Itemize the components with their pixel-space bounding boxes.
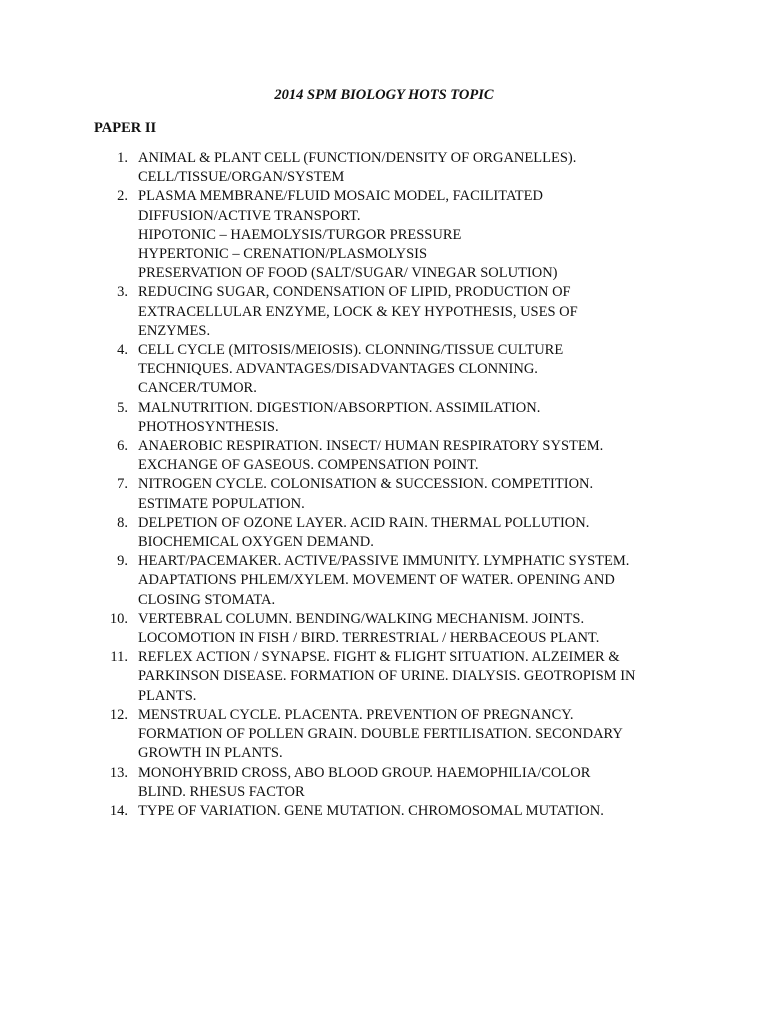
- list-item: [0, 648, 768, 706]
- list-item-line: TECHNIQUES. ADVANTAGES/DISADVANTAGES CLONNING.: [138, 361, 538, 378]
- list-item-text: [138, 437, 698, 475]
- list-item-line: BIOCHEMICAL OXYGEN DEMAND.: [138, 534, 374, 551]
- list-item-line: ANIMAL & PLANT CELL (FUNCTION/DENSITY OF ORGANELLES).: [138, 150, 577, 166]
- list-item-text: [138, 648, 698, 706]
- topic-list: [0, 149, 768, 821]
- list-item: [0, 764, 768, 802]
- list-item: [0, 187, 768, 283]
- list-item: [0, 475, 768, 513]
- list-item-line: MENSTRUAL CYCLE. PLACENTA. PREVENTION OF PREGNANCY.: [138, 706, 574, 723]
- list-item: [0, 514, 768, 552]
- list-item-number: 5.: [117, 399, 128, 416]
- list-item-line: PHOTHOSYNTHESIS.: [138, 418, 279, 435]
- list-item-line: CELL CYCLE (MITOSIS/MEIOSIS). CLONNING/TISSUE CULTURE: [138, 342, 564, 359]
- list-item: [0, 706, 768, 764]
- list-item-line: NITROGEN CYCLE. COLONISATION & SUCCESSION. COMPETITION.: [138, 476, 594, 493]
- list-item-number: 11.: [110, 649, 128, 666]
- list-item-number: 4.: [117, 342, 128, 359]
- list-item-line: ENZYMES.: [138, 322, 211, 339]
- list-item-line: EXTRACELLULAR ENZYME, LOCK & KEY HYPOTHESIS, USES OF: [138, 303, 578, 320]
- list-item-line: ANAEROBIC RESPIRATION. INSECT/ HUMAN RESPIRATORY SYSTEM.: [138, 438, 604, 455]
- list-item: [0, 802, 768, 821]
- list-item-line: LOCOMOTION IN FISH / BIRD. TERRESTRIAL / HERBACEOUS PLANT.: [138, 630, 600, 647]
- list-item-text: [138, 475, 698, 513]
- list-item-line: VERTEBRAL COLUMN. BENDING/WALKING MECHANISM. JOINTS.: [138, 610, 585, 627]
- list-item-text: [138, 552, 698, 610]
- list-item-text: [138, 802, 698, 821]
- list-item-line: PLASMA MEMBRANE/FLUID MOSAIC MODEL, FACILITATED: [138, 188, 543, 205]
- list-item: [0, 341, 768, 399]
- list-item-text: [138, 149, 698, 187]
- list-item-number: 6.: [117, 438, 128, 455]
- list-item-number: 12.: [109, 706, 128, 723]
- list-item-line: CELL/TISSUE/ORGAN/SYSTEM: [138, 169, 345, 186]
- list-item-line: PRESERVATION OF FOOD (SALT/SUGAR/ VINEGAR SOLUTION): [138, 265, 558, 282]
- list-item-line: BLIND. RHESUS FACTOR: [138, 783, 305, 800]
- list-item-line: MALNUTRITION. DIGESTION/ABSORPTION. ASSIMILATION.: [138, 399, 541, 416]
- list-item-number: 9.: [117, 553, 128, 570]
- list-item-text: [138, 283, 698, 341]
- list-item-line: MONOHYBRID CROSS, ABO BLOOD GROUP. HAEMOPHILIA/COLOR: [138, 764, 591, 781]
- list-item-text: [138, 399, 698, 437]
- list-item-number: 1.: [117, 150, 128, 166]
- list-item-line: DIFFUSION/ACTIVE TRANSPORT.: [138, 207, 361, 224]
- list-item-line: CANCER/TUMOR.: [138, 380, 257, 397]
- list-item-line: PLANTS.: [138, 687, 197, 704]
- list-item: [0, 552, 768, 610]
- list-item: [0, 283, 768, 341]
- list-item-text: [138, 764, 698, 802]
- list-item-line: CLOSING STOMATA.: [138, 591, 276, 608]
- list-item-text: [138, 706, 698, 764]
- list-item-text: [138, 514, 698, 552]
- list-item: [0, 437, 768, 475]
- list-item-number: 14.: [109, 802, 128, 819]
- list-item-text: [138, 341, 698, 399]
- list-item-line: HEART/PACEMAKER. ACTIVE/PASSIVE IMMUNITY. LYMPHATIC SYSTEM.: [138, 553, 630, 570]
- list-item-line: FORMATION OF POLLEN GRAIN. DOUBLE FERTILISATION. SECONDARY: [138, 726, 623, 743]
- list-item: [0, 610, 768, 648]
- list-item-number: 3.: [117, 284, 128, 301]
- list-item-line: ESTIMATE POPULATION.: [138, 495, 305, 512]
- section-heading: PAPER II: [94, 120, 157, 136]
- list-item-text: [138, 610, 698, 648]
- list-item-line: GROWTH IN PLANTS.: [138, 745, 283, 762]
- list-item-line: REFLEX ACTION / SYNAPSE. FIGHT & FLIGHT SITUATION. ALZEIMER &: [138, 649, 620, 666]
- list-item-line: PARKINSON DISEASE. FORMATION OF URINE. DIALYSIS. GEOTROPISM IN: [138, 668, 636, 685]
- list-item-number: 8.: [117, 514, 128, 531]
- list-item: [0, 399, 768, 437]
- document-title: 2014 SPM BIOLOGY HOTS TOPIC: [274, 87, 494, 103]
- list-item-number: 2.: [117, 188, 128, 205]
- list-item-line: HYPERTONIC – CRENATION/PLASMOLYSIS: [138, 246, 428, 263]
- list-item-line: TYPE OF VARIATION. GENE MUTATION. CHROMOSOMAL MUTATION.: [138, 802, 604, 819]
- list-item-line: DELPETION OF OZONE LAYER. ACID RAIN. THERMAL POLLUTION.: [138, 514, 590, 531]
- list-item-number: 13.: [109, 764, 128, 781]
- list-item-line: EXCHANGE OF GASEOUS. COMPENSATION POINT.: [138, 457, 479, 474]
- list-item-line: REDUCING SUGAR, CONDENSATION OF LIPID, PRODUCTION OF: [138, 284, 571, 301]
- list-item-line: HIPOTONIC – HAEMOLYSIS/TURGOR PRESSURE: [138, 226, 462, 243]
- list-item: [0, 149, 768, 187]
- list-item-line: ADAPTATIONS PHLEM/XYLEM. MOVEMENT OF WATER. OPENING AND: [138, 572, 615, 589]
- list-item-text: [138, 187, 698, 283]
- list-item-number: 7.: [117, 476, 128, 493]
- list-item-number: 10.: [109, 610, 128, 627]
